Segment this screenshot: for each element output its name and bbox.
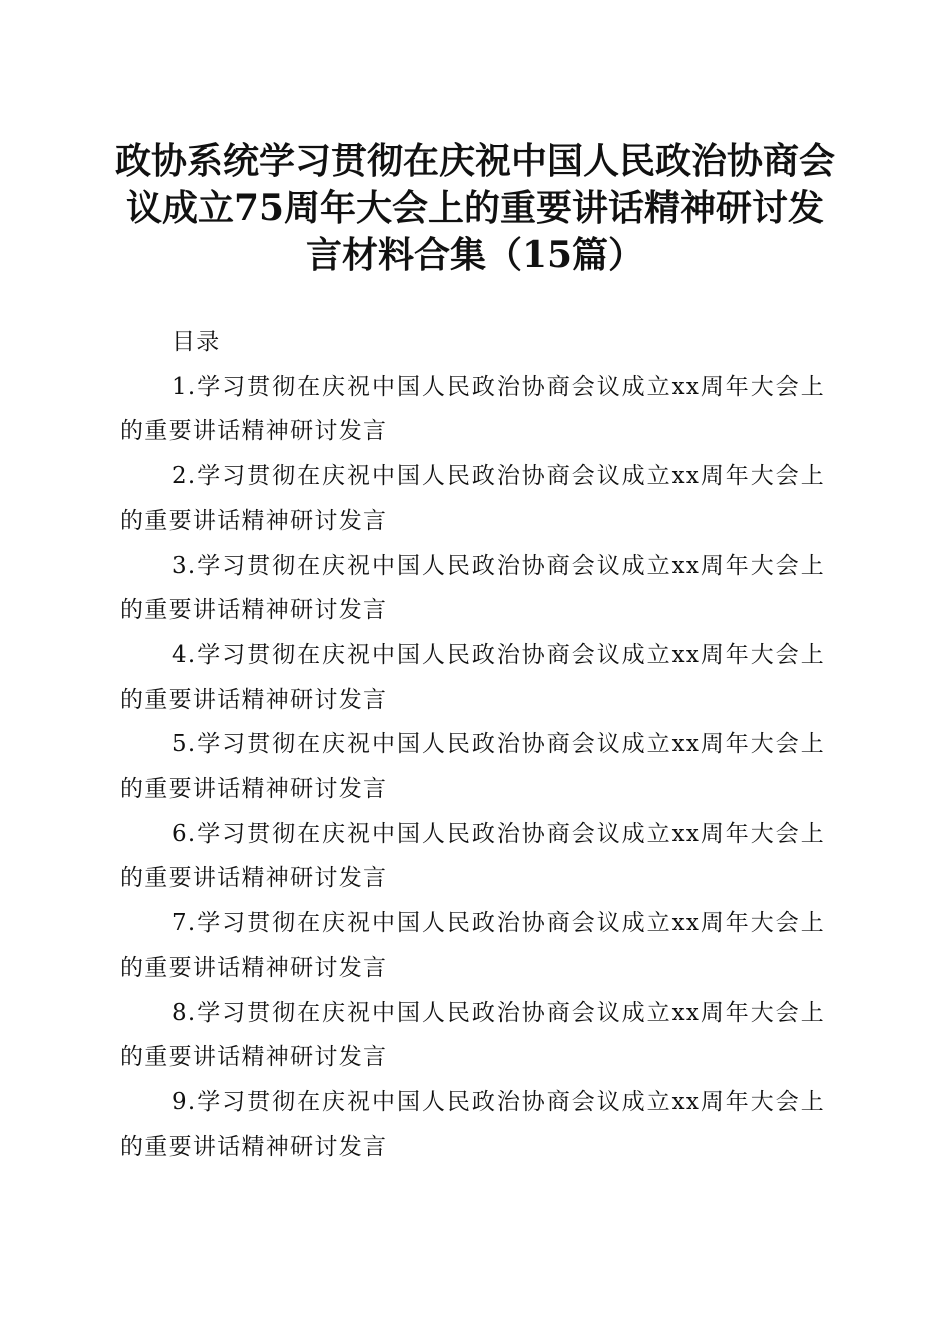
toc-item-3: 3.学习贯彻在庆祝中国人民政治协商会议成立xx周年大会上的重要讲话精神研讨发言: [120, 552, 825, 624]
toc-item-2: 2.学习贯彻在庆祝中国人民政治协商会议成立xx周年大会上的重要讲话精神研讨发言: [120, 463, 825, 534]
document-title: [110, 138, 840, 279]
title-line-3: 言材料合集（15篇）: [305, 234, 645, 276]
toc-item-4: 4.学习贯彻在庆祝中国人民政治协商会议成立xx周年大会上的重要讲话精神研讨发言: [120, 641, 825, 713]
toc-item-5: 5.学习贯彻在庆祝中国人民政治协商会议成立xx周年大会上的重要讲话精神研讨发言: [120, 731, 825, 803]
title-line-2: 议成立75周年大会上的重要讲话精神研讨发: [125, 187, 825, 229]
toc-heading: 目录: [172, 329, 221, 355]
table-of-contents: [120, 320, 825, 1169]
toc-item-9: 9.学习贯彻在庆祝中国人民政治协商会议成立xx周年大会上的重要讲话精神研讨发言: [120, 1088, 825, 1160]
toc-item-7: 7.学习贯彻在庆祝中国人民政治协商会议成立xx周年大会上的重要讲话精神研讨发言: [120, 910, 825, 981]
toc-item-1: 1.学习贯彻在庆祝中国人民政治协商会议成立xx周年大会上的重要讲话精神研讨发言: [120, 373, 825, 445]
title-line-1: 政协系统学习贯彻在庆祝中国人民政治协商会: [114, 140, 835, 182]
toc-item-8: 8.学习贯彻在庆祝中国人民政治协商会议成立xx周年大会上的重要讲话精神研讨发言: [120, 999, 825, 1071]
toc-item-6: 6.学习贯彻在庆祝中国人民政治协商会议成立xx周年大会上的重要讲话精神研讨发言: [120, 820, 825, 892]
